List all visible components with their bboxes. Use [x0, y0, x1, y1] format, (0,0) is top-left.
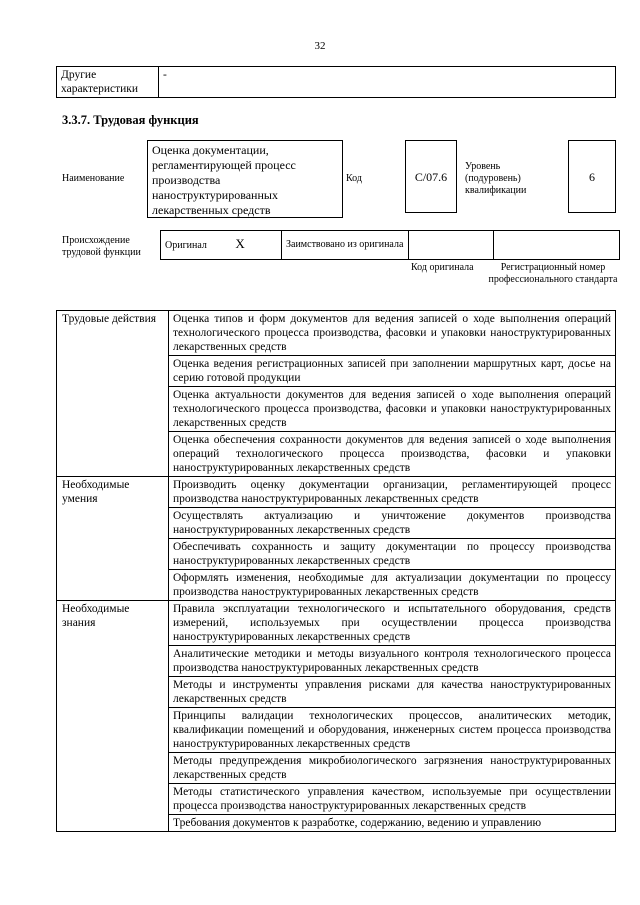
category-cell: Необходимые знания	[57, 601, 169, 832]
item-cell: Принципы валидации технологических процессов, аналитических методик, квалификации помещений и оборудования, инженерных систем процесса производства наноструктурированных лекарственных средств	[169, 708, 616, 753]
item-cell: Правила эксплуатации технологического и испытательного оборудования, средств измерений, используемых при осуществлении процесса производства наноструктурированных лекарственных средств	[169, 601, 616, 646]
page-number: 32	[314, 40, 326, 52]
table-row	[57, 311, 616, 356]
level-label: Уровень (подуровень) квалификации	[465, 161, 527, 196]
category-cell: Необходимые умения	[57, 477, 169, 601]
table-row	[57, 477, 616, 508]
item-cell: Оформлять изменения, необходимые для актуализации документации по процессу производства наноструктурированных лекарственных средств	[169, 570, 616, 601]
item-cell: Оценка ведения регистрационных записей при заполнении маршрутных карт, досье на серию готовой продукции	[169, 356, 616, 387]
item-cell: Оценка обеспечения сохранности документов для ведения записей о ходе выполнения операций технологического процесса производства, фасовки и упаковки наноструктурированных лекарственных средств	[169, 432, 616, 477]
item-cell: Требования документов к разработке, содержанию, ведению и управлению	[169, 815, 616, 832]
reg-number-caption: Регистрационный номер профессионального стандарта	[488, 262, 618, 285]
name-label: Наименование	[62, 173, 125, 184]
item-cell: Аналитические методики и методы визуального контроля технологического процесса производства наноструктурированных лекарственных средств	[169, 646, 616, 677]
code-original-cell	[409, 231, 494, 260]
reg-number-cell	[494, 231, 620, 260]
item-cell: Производить оценку документации организации, регламентирующей процесс производства наноструктурированных лекарственных средств	[169, 477, 616, 508]
name-value: Оценка документации, регламентирующей процесс производства наноструктурированных лекарственных средств	[147, 140, 343, 218]
labor-function-table	[56, 310, 616, 832]
item-cell: Методы статистического управления качеством, используемые при осуществлении процесса производства наноструктурированных лекарственных средств	[169, 784, 616, 815]
item-cell: Методы и инструменты управления рисками для качества наноструктурированных лекарственных средств	[169, 677, 616, 708]
original-mark: X	[235, 236, 245, 251]
original-cell	[161, 231, 282, 260]
item-cell: Оценка актуальности документов для ведения записей о ходе выполнения операций технологического процесса производства, фасовки и упаковки наноструктурированных лекарственных средств	[169, 387, 616, 432]
origin-table	[160, 230, 620, 260]
other-characteristics-value: -	[159, 67, 616, 98]
item-cell: Оценка типов и форм документов для ведения записей о ходе выполнения операций технологического процесса производства, фасовки и упаковки наноструктурированных лекарственных средств	[169, 311, 616, 356]
category-cell: Трудовые действия	[57, 311, 169, 477]
code-value: C/07.6	[405, 140, 457, 213]
table-row	[57, 601, 616, 646]
borrowed-label: Заимствовано из оригинала	[282, 231, 409, 260]
item-cell: Осуществлять актуализацию и уничтожение документов производства наноструктурированных лекарственных средств	[169, 508, 616, 539]
section-title: 3.3.7. Трудовая функция	[62, 113, 199, 127]
item-cell: Методы предупреждения микробиологического загрязнения наноструктурированных лекарственных средств	[169, 753, 616, 784]
code-label: Код	[346, 173, 362, 184]
other-characteristics-table	[56, 66, 616, 98]
origin-label: Происхождение трудовой функции	[62, 235, 141, 258]
item-cell: Обеспечивать сохранность и защиту документации по процессу производства наноструктурированных лекарственных средств	[169, 539, 616, 570]
original-label: Оригинал	[165, 240, 207, 251]
level-value: 6	[568, 140, 616, 213]
other-characteristics-label: Другие характеристики	[57, 67, 159, 98]
code-original-caption: Код оригинала	[411, 262, 474, 273]
